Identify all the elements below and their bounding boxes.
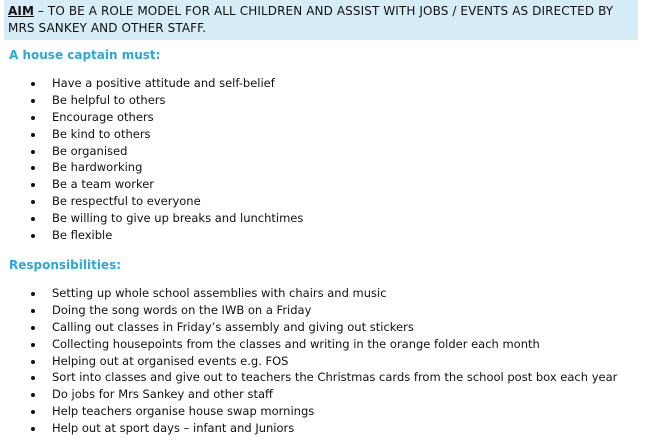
list-item: [0, 302, 617, 319]
bullet-icon: [31, 376, 35, 380]
list-item: [0, 227, 303, 244]
list-item-text: Be willing to give up breaks and lunchtimes: [52, 211, 304, 226]
list-item-text: Helping out at organised events e.g. FOS: [52, 353, 289, 368]
bullet-icon: [31, 309, 35, 313]
bullet-icon: [31, 99, 35, 103]
bullet-icon: [31, 133, 35, 137]
list-item: [0, 176, 303, 193]
list-item-text: Be flexible: [52, 228, 113, 243]
bullet-icon: [31, 150, 35, 154]
aim-label: AIM: [8, 4, 34, 18]
bullet-icon: [31, 343, 35, 347]
list-item: [0, 420, 617, 437]
list-item: [0, 75, 303, 92]
list-item-text: Be respectful to everyone: [52, 194, 201, 209]
bullet-icon: [31, 217, 35, 221]
bullet-icon: [31, 292, 35, 296]
list-item-text: Encourage others: [52, 109, 154, 124]
bullet-icon: [31, 116, 35, 120]
list-item-text: Help teachers organise house swap mornings: [52, 404, 315, 419]
list-item: [0, 319, 617, 336]
bullet-icon: [31, 200, 35, 204]
list-item-text: Be organised: [52, 143, 128, 158]
bullet-icon: [31, 183, 35, 187]
list-item-text: Be helpful to others: [52, 92, 166, 107]
bullet-icon: [31, 427, 35, 431]
list-item-text: Collecting housepoints from the classes and writing in the orange folder each month: [52, 336, 540, 351]
list-item: [0, 210, 303, 227]
list-item: [0, 143, 303, 160]
list-item-text: Be hardworking: [52, 160, 143, 175]
list-item: [0, 403, 617, 420]
list-item-text: Be a team worker: [52, 177, 155, 192]
list-item-text: Help out at sport days – infant and Juniors: [52, 421, 295, 436]
list-item: [0, 353, 617, 370]
list-item-text: Do jobs for Mrs Sankey and other staff: [52, 387, 273, 402]
bullet-icon: [31, 393, 35, 397]
list-item-text: Have a positive attitude and self-belief: [52, 76, 275, 90]
list-item: [0, 159, 303, 176]
list-item-text: Setting up whole school assemblies with chairs and music: [52, 286, 387, 300]
bullet-icon: [31, 234, 35, 238]
list-item: [0, 285, 617, 302]
list-item-text: Calling out classes in Friday’s assembly and giving out stickers: [52, 319, 414, 334]
list-item-text: Doing the song words on the IWB on a Friday: [52, 302, 312, 317]
bullet-icon: [31, 326, 35, 330]
list-item: [0, 386, 617, 403]
aim-text: – TO BE A ROLE MODEL FOR ALL CHILDREN AND ASSIST WITH JOBS / EVENTS AS DIRECTED BY MRS SANKEY AND OTHER STAFF.: [8, 4, 614, 35]
bullet-icon: [31, 82, 35, 86]
list-item: [0, 369, 617, 386]
captain-qualities-list: [0, 75, 303, 244]
bullet-icon: [31, 166, 35, 170]
bullet-icon: [31, 360, 35, 364]
bullet-icon: [31, 410, 35, 414]
responsibilities-list: [0, 285, 617, 437]
list-item: [0, 126, 303, 143]
list-item-text: Be kind to others: [52, 126, 151, 141]
list-item: [0, 193, 303, 210]
responsibilities-heading: Responsibilities:: [9, 258, 122, 272]
aim-banner: [4, 0, 638, 40]
list-item-text: Sort into classes and give out to teachers the Christmas cards from the school post box each year: [52, 370, 618, 385]
list-item: [0, 92, 303, 109]
list-item: [0, 336, 617, 353]
list-item: [0, 109, 303, 126]
captain-heading: A house captain must:: [9, 48, 161, 62]
